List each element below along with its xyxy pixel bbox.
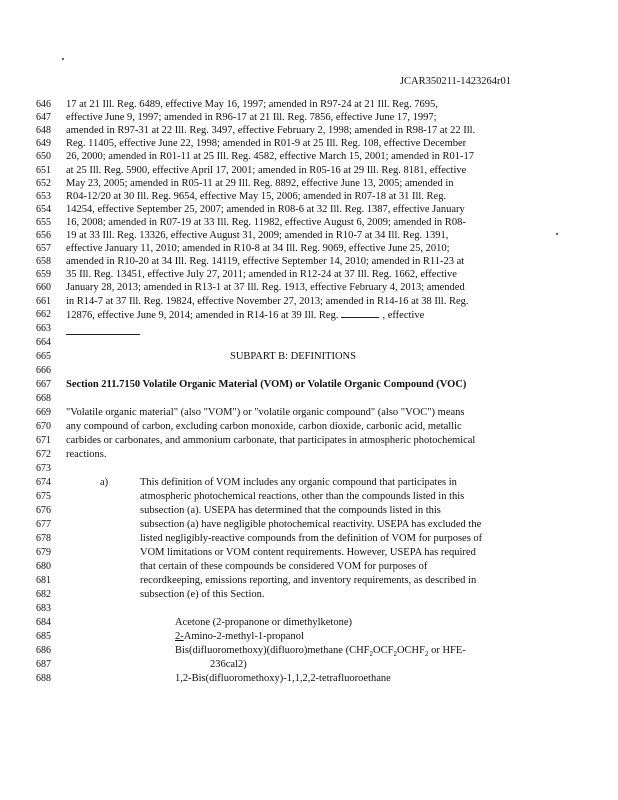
compound-name: Acetone (2-propanone or dimethylketone) [175, 617, 352, 628]
document-id: JCAR350211-1423264r01 [399, 76, 511, 87]
line-number: 684 [36, 617, 51, 628]
line-number: 688 [36, 673, 51, 684]
compound-name: Amino-2-methyl-1-propanol [183, 631, 304, 642]
compound-name: 1,2-Bis(difluoromethoxy)-1,1,2,2-tetrafluoroethane [175, 673, 391, 684]
line-number: 648 [36, 125, 51, 137]
subsection-text: that certain of these compounds be considered VOM for purposes of [140, 561, 428, 572]
history-text: 26, 2000; amended in R01-11 at 25 Ill. Reg. 4582, effective March 15, 2001; amended in R01-17 [66, 151, 474, 163]
subsection-text: subsection (e) of this Section. [140, 589, 265, 600]
compound-name-continued: 236cal2) [210, 659, 247, 670]
definition-text: carbides or carbonates, and ammonium carbonate, that participates in atmospheric photochemical [66, 435, 476, 446]
line-number: 660 [36, 282, 51, 294]
line-number: 682 [36, 589, 51, 600]
subsection-text: listed negligibly-reactive compounds from the definition of VOM for purposes of [140, 533, 483, 544]
line-number: 675 [36, 491, 51, 502]
line-number: 668 [36, 393, 51, 404]
scan-speck [62, 58, 64, 60]
history-text: in R14-7 at 37 Ill. Reg. 19824, effective November 27, 2013; amended in R14-16 at 38 Ill. Reg. [66, 295, 469, 307]
subsection-text: atmospheric photochemical reactions, other than the compounds listed in this [140, 491, 465, 502]
horizontal-rule [66, 334, 140, 335]
line-number: 650 [36, 151, 51, 163]
history-text: May 23, 2005; amended in R05-11 at 29 Ill. Reg. 8892, effective June 13, 2005; amended in [66, 177, 454, 189]
definition-text: reactions. [66, 449, 107, 460]
line-number: 664 [36, 337, 51, 348]
line-number: 657 [36, 243, 51, 255]
section-heading: Section 211.7150 Volatile Organic Material (VOM) or Volatile Organic Compound (VOC) [66, 379, 467, 390]
subpart-heading: SUBPART B: DEFINITIONS [230, 351, 356, 362]
line-number: 659 [36, 269, 51, 281]
history-text: Reg. 11405, effective June 22, 1998; amended in R01-9 at 25 Ill. Reg. 108, effective December [66, 138, 467, 150]
line-number: 679 [36, 547, 51, 558]
line-number: 685 [36, 631, 51, 642]
history-text: at 25 Ill. Reg. 5900, effective April 17, 2001; amended in R05-16 at 29 Ill. Reg. 8181, effective [66, 164, 467, 176]
line-number: 687 [36, 659, 51, 670]
line-number: 686 [36, 645, 51, 656]
history-text: R04-12/20 at 30 Ill. Reg. 9654, effective May 15, 2006; amended in R07-18 at 31 Ill. Reg. [66, 190, 447, 202]
history-text: 14254, effective September 25, 2007; amended in R08-6 at 32 Ill. Reg. 1387, effective January [66, 203, 465, 215]
history-text: amended in R10-20 at 34 Ill. Reg. 14119, effective September 14, 2010; amended in R11-23 at [66, 256, 465, 268]
line-number: 681 [36, 575, 51, 586]
line-number: 646 [36, 99, 51, 110]
subsection-text: subsection (a). USEPA has determined that the compounds listed in this [140, 505, 441, 516]
line-number: 680 [36, 561, 51, 572]
compound-name: Bis(difluoromethoxy)(difluoro)methane ($CHF_2OCF_2OCHF_2$ or HFE- [175, 645, 466, 659]
subsection-text: subsection (a) have negligible photochemical reactivity. USEPA has excluded the [140, 519, 482, 530]
line-number: 683 [36, 603, 51, 614]
definition-text: "Volatile organic material" (also "VOM") or "volatile organic compound" (also "VOC") means [66, 407, 465, 418]
line-number: 678 [36, 533, 51, 544]
line-number: 672 [36, 449, 51, 460]
history-text: effective January 11, 2010; amended in R10-8 at 34 Ill. Reg. 9069, effective June 25, 2010; [66, 243, 450, 255]
definition-text: any compound of carbon, excluding carbon monoxide, carbon dioxide, carbonic acid, metallic [66, 421, 462, 432]
line-number: 671 [36, 435, 51, 446]
line-number: 653 [36, 190, 51, 202]
history-text-effective: , effective [382, 310, 425, 321]
line-number: 654 [36, 203, 51, 215]
history-text: effective June 9, 1997; amended in R96-17 at 21 Ill. Reg. 7856, effective June 17, 1997; [66, 112, 437, 124]
history-text: 17 at 21 Ill. Reg. 6489, effective May 16, 1997; amended in R97-24 at 21 Ill. Reg. 7695, [66, 99, 438, 110]
line-number: 674 [36, 477, 51, 488]
scan-speck [556, 233, 558, 235]
subsection-text: recordkeeping, emissions reporting, and inventory requirements, as described in [140, 575, 477, 586]
blank-underline [341, 308, 379, 318]
line-number: 677 [36, 519, 51, 530]
history-text: January 28, 2013; amended in R13-1 at 37 Ill. Reg. 1913, effective February 4, 2013; amended [66, 282, 465, 294]
line-number: 663 [36, 323, 51, 334]
line-number: 655 [36, 216, 51, 228]
history-text: amended in R97-31 at 22 Ill. Reg. 3497, effective February 2, 1998; amended in R98-17 at 22 Ill. [66, 125, 476, 137]
line-number: 651 [36, 164, 51, 176]
line-number: 667 [36, 379, 51, 390]
subsection-label: a) [100, 477, 109, 488]
line-number: 662 [36, 309, 51, 320]
inserted-text: 2- [175, 631, 184, 642]
line-number: 658 [36, 256, 51, 268]
line-number: 669 [36, 407, 51, 418]
line-number: 673 [36, 463, 51, 474]
line-number: 670 [36, 421, 51, 432]
history-text: 16, 2008; amended in R07-19 at 33 Ill. Reg. 11982, effective August 6, 2009; amended in R08- [66, 216, 466, 228]
line-number: 665 [36, 351, 51, 362]
subsection-text: This definition of VOM includes any organic compound that participates in [140, 477, 457, 488]
subsection-text: VOM limitations or VOM content requirements. However, USEPA has required [140, 547, 476, 558]
line-number: 649 [36, 138, 51, 150]
line-number: 652 [36, 177, 51, 189]
line-number: 676 [36, 505, 51, 516]
history-text: 12876, effective June 9, 2014; amended in R14-16 at 39 Ill. Reg. [66, 310, 339, 321]
history-text: 19 at 33 Ill. Reg. 13326, effective August 31, 2009; amended in R10-7 at 34 Ill. Reg. 1391, [66, 230, 449, 241]
line-number: 661 [36, 295, 51, 307]
line-number: 647 [36, 112, 51, 124]
line-number: 656 [36, 230, 51, 241]
history-text: 35 Ill. Reg. 13451, effective July 27, 2011; amended in R12-24 at 37 Ill. Reg. 1662, effective [66, 269, 457, 281]
line-number: 666 [36, 365, 51, 376]
